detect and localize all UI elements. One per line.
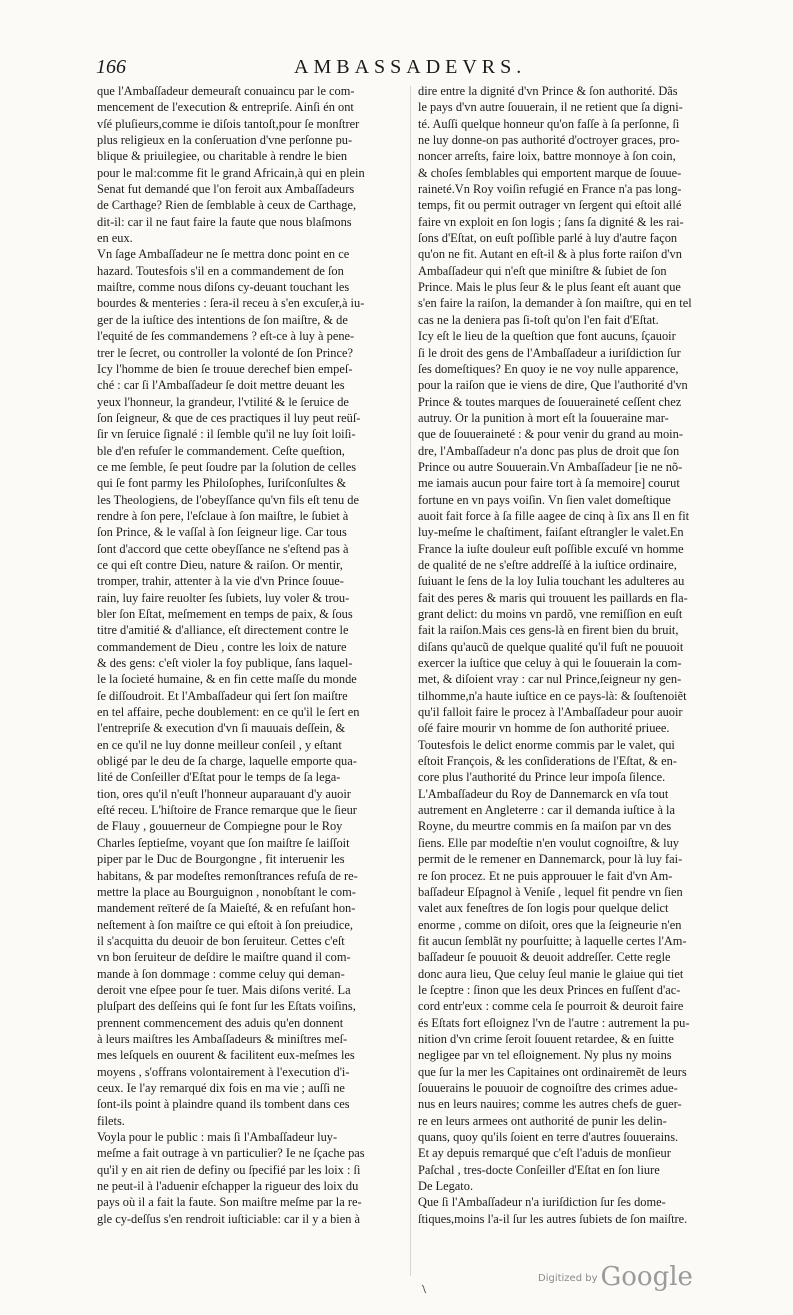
text-line: cord entr'eux : comme cela ſe pourroit & deuroit faire xyxy=(418,999,684,1014)
text-line: le la ſocieté humaine, & en fin cette maſſe du monde xyxy=(97,672,357,687)
text-line: mande à ſon dommage : comme celuy qui deman- xyxy=(97,966,345,981)
text-line: Prince & toutes marques de ſouueraineté ceſſent chez xyxy=(418,394,682,409)
running-title: AMBASSADEVRS. xyxy=(294,56,527,78)
text-line: s'en faire la raiſon, la demander à ſon maiſtre, qui en tel xyxy=(418,296,692,311)
text-line: prennent commencement des aduis qu'en donnent xyxy=(97,1015,344,1030)
text-line: mencement de l'execution & entrepriſe. Ainſi én ont xyxy=(97,100,354,115)
text-line: tromper, trahir, attenter à la vie d'vn Prince ſouue- xyxy=(97,574,344,589)
text-line: meſme a fait outrage à vn particulier? Ie ne ſçache pas xyxy=(97,1146,365,1161)
text-line: gle cy-deſſus s'en rendroit iuſticiable: car il y a bien à xyxy=(97,1211,361,1226)
text-line: core plus l'authorité du Prince leur impoſa ſilence. xyxy=(418,770,666,785)
text-line: Senat fut demandé que l'on feroit aux Ambaſſadeurs xyxy=(97,182,355,197)
text-line: auoit fait force à ſa fille aagee de cinq à ſix ans Il en fit xyxy=(418,508,690,523)
text-line: en tel affaire, peche doublement: en ce qu'il le ſert en xyxy=(97,705,360,720)
text-line: ſe diſſoudroit. Et l'Ambaſſadeur qui ſert ſon maiſtre xyxy=(97,688,348,703)
text-line: valet aux feneſtres de ſon logis pour quelque delict xyxy=(418,901,669,916)
text-line: Charles ſeptieſme, voyant que ſon maiſtre ſe laiſſoit xyxy=(97,835,350,850)
text-line: baſſadeur Eſpagnol à Veniſe , lequel fit pendre vn ſien xyxy=(418,884,683,899)
text-line: ble d'en refuſer le commandement. Ceſte queſtion, xyxy=(97,443,345,458)
text-line: titre d'amitié & d'alliance, eſt directement contre le xyxy=(97,623,349,638)
text-line: raineté.Vn Roy voiſin refugié en France n'a pas long- xyxy=(418,182,682,197)
text-line: grant delict: du moins vn pardõ, vne remiſſion en euſt xyxy=(418,607,683,621)
text-line: moyens , s'offrans volontairement à l'execution d'i- xyxy=(97,1064,350,1079)
text-line: mettre la place au Bourguignon , nonobſtant le com- xyxy=(97,884,356,899)
text-line: bler ſon Eſtat, meſmement en temps de paix, & ſous xyxy=(97,607,353,621)
text-line: commandement de Dieu , contre les loix de nature xyxy=(97,639,347,654)
text-line: hazard. Toutesfois s'il en a commandement de ſon xyxy=(97,263,344,278)
text-line: & des gens: c'eſt violer la foy publique, ſans laquel- xyxy=(97,656,353,671)
text-line: Vn ſage Ambaſſadeur ne ſe mettra donc point en ce xyxy=(97,247,350,262)
text-line: noncer arreſts, faire loix, battre monnoye à ſon coin, xyxy=(418,149,676,164)
text-line: ſes domeſtiques? En quoy ie ne voy nulle apparence, xyxy=(418,361,679,376)
text-line: tilhomme,n'a haute iuſtice en ce pays-là: & ſouſtenoiẽt xyxy=(418,688,687,703)
text-line: baſſadeur ſe pouuoit & deuoit addreſſer. Cette regle xyxy=(418,950,671,965)
text-line: à leurs maiſtres les Ambaſſadeurs & miniſtres meſ- xyxy=(97,1031,348,1046)
text-line: fit aucun ſemblãt ny pourſuitte; à laquelle certes l'Am- xyxy=(418,933,687,948)
text-line: tion, ores qu'il n'euſt l'honneur auparauant d'y auoir xyxy=(97,786,351,801)
text-line: met, & diſoient vray : car nul Prince,ſeigneur ny gen- xyxy=(418,672,682,687)
watermark-prefix: Digitized by xyxy=(538,1273,598,1284)
text-line: fortune en vn pays voiſin. Vn ſien valet domeſtique xyxy=(418,492,671,507)
text-line: ce qui eſt contre Dieu, nature & raiſon. Or mentir, xyxy=(97,557,343,572)
text-line: piper par le Duc de Bourgongne , fit interuenir les xyxy=(97,852,345,867)
text-line: fait la raiſon.Mais ces gens-là en firent bien du bruit, xyxy=(418,623,679,638)
text-line: vſé pluſieurs,comme ie diſois tantoſt,pour ſe monſtrer xyxy=(97,116,360,131)
text-line: en ce qu'il ne luy donne meilleur conſeil , y eſtant xyxy=(97,737,342,752)
text-line: ché : car ſi l'Ambaſſadeur ſe doit mettre deuant les xyxy=(97,378,345,393)
text-line: luy-meſme le chaſtiment, faiſant eſtrangler le valet.En xyxy=(418,525,684,540)
text-line: l'entrepriſe & execution d'vn ſi mauuais deſſein, & xyxy=(97,721,346,736)
text-line: que l'Ambaſſadeur demeuraſt conuaincu par le com- xyxy=(97,84,355,98)
text-line: il s'acquitta du deuoir de bon ſeruiteur. Cettes c'eſt xyxy=(97,933,345,948)
text-line: me iamais aucun pour faire tort à ſa memoire] courut xyxy=(418,476,680,491)
text-line: maiſtre, comme nous diſons cy-deuant touchant les xyxy=(97,280,350,295)
text-line: le ſceptre : ſinon que les deux Princes en fuſſent d'ac- xyxy=(418,982,681,997)
text-line: habitans, & par modeſtes remonſtrances refuſa de re- xyxy=(97,868,358,883)
text-line: Toutesfois le delict enorme commis par le valet, qui xyxy=(418,737,675,752)
google-logo: Google xyxy=(600,1262,693,1292)
text-line: és Eſtats fort eſloignez l'vn de l'autre : autrement la pu- xyxy=(418,1015,690,1030)
text-line: faire vn exploit en ſon logis ; ſans ſa dignité & les rai- xyxy=(418,214,684,229)
text-line: fait des peres & maris qui trouuent les paillards en fla- xyxy=(418,590,688,605)
text-line: rain, luy faire reuolter ſes ſubiets, luy voler & trou- xyxy=(97,590,350,605)
text-line: & choſes ſemblables qui emportent marque de ſouue- xyxy=(418,165,682,180)
text-line: qu'il falloit faire le procez à l'Ambaſſadeur pour auoir xyxy=(418,705,683,720)
text-line: oſé faire mourir vn homme de ſon authorité priuee. xyxy=(418,721,670,736)
text-line: ſont-ils point à plaindre quand ils tombent dans ces xyxy=(97,1097,350,1112)
text-line: ne luy donne-on pas authorité d'octroyer graces, pro- xyxy=(418,133,680,148)
text-line: Voyla pour le public : mais ſi l'Ambaſſadeur luy- xyxy=(97,1130,338,1144)
text-line: pluſpart des deſſeins qui ſe font ſur les Eſtats voiſins, xyxy=(97,999,356,1014)
text-line: de Carthage? Rien de ſemblable à ceux de Carthage, xyxy=(97,198,357,213)
text-line: Que ſi l'Ambaſſadeur n'a iuriſdiction ſur ſes dome- xyxy=(418,1195,666,1210)
text-line: pour la raiſon que ie viens de dire, Que l'authorité d'vn xyxy=(418,378,688,393)
right-text-column xyxy=(418,83,726,1227)
text-line: ſtiques,moins l'a-il ſur les autres ſubiets de ſon maiſtre. xyxy=(418,1211,688,1226)
text-line: que ſur la mer les Capitaines ont ordinairemẽt de leurs xyxy=(418,1064,687,1079)
text-line: rendre à ſon pere, l'eſclaue à ſon maiſtre, le ſubiet à xyxy=(97,508,349,523)
text-line: trer le ſecret, ou controller la volonté de ſon Prince? xyxy=(97,345,353,360)
text-line: mes leſquels en ouurent & facilitent eux-meſmes les xyxy=(97,1048,355,1063)
text-line: les Theologiens, de l'obeyſſance qu'vn fils eſt tenu de xyxy=(97,492,359,507)
text-line: plus religieux en la conſeruation d'vne perſonne pu- xyxy=(97,133,353,148)
text-line: L'Ambaſſadeur du Roy de Dannemarck en vſa tout xyxy=(418,786,669,801)
text-line: pour le mal:comme fit le grand Africain,à qui en plein xyxy=(97,165,365,180)
text-line: qu'il y en ait rien de definy ou ſpecifié par les loix : ſi xyxy=(97,1162,361,1177)
text-line: bourdes & menteries : ſera-il receu à s'en excuſer,à iu- xyxy=(97,296,365,311)
ink-mark xyxy=(420,1284,428,1294)
text-line: ſir vn ſeruice ſignalé : il ſemble qu'il ne luy ſoit loiſi- xyxy=(97,427,356,442)
text-line: blique & priuilegiee, ou charitable à rendre le bien xyxy=(97,149,348,164)
text-line: eſté receu. L'hiſtoire de France remarque que le ſieur xyxy=(97,803,357,818)
text-line: negligee par vn tel eſloignement. Ny plus ny moins xyxy=(418,1048,672,1063)
text-line: Icy eſt le lieu de la queſtion que font aucuns, ſçauoir xyxy=(418,329,676,344)
text-line: Prince. Mais le plus ſeur & le plus ſeant eſt auant que xyxy=(418,280,681,295)
text-line: France la iuſte douleur euſt poſſible excuſé vn homme xyxy=(418,541,684,556)
text-line: permit de le remener en Dannemarck, pour là luy fai- xyxy=(418,852,683,867)
text-line: re en leurs armees ont authorité de punir les delin- xyxy=(418,1113,667,1128)
text-line: vn bon ſeruiteur de deſdire le maiſtre quand il com- xyxy=(97,950,351,965)
text-line: quans, quoy qu'ils ſoient en terre d'autres ſouuerains. xyxy=(418,1130,679,1144)
text-line: donc aura lieu, Que celuy ſeul manie le glaiue qui tiet xyxy=(418,966,684,981)
text-line: mandement reïteré de ſa Maieſté, & en refuſant hon- xyxy=(97,901,356,916)
text-line: cas ne la deniera pas ſi-toſt qu'on l'en fait d'Eſtat. xyxy=(418,312,659,327)
text-line: qu'on ne fit. Autant en eſt-il & à plus forte raiſon d'vn xyxy=(418,247,682,262)
text-line: ſouuerains le pouuoir de cognoiſtre des crimes adue- xyxy=(418,1080,678,1095)
text-line: ſiens. Elle par modeſtie n'en voulut cognoiſtre, & luy xyxy=(418,835,680,850)
text-line: autrement en Angleterre : car il demanda iuſtice à la xyxy=(418,803,675,818)
text-line: temps, fit ou permit outrager vn ſergent qui eſtoit allé xyxy=(418,198,682,213)
text-line: ce me ſemble, ſe peut ſoudre par la ſolution de celles xyxy=(97,459,357,474)
text-line: eſtoit François, & les conſiderations de l'Eſtat, & en- xyxy=(418,754,677,769)
text-line: ſon Prince, & le vaſſal à ſon ſeigneur lige. Car tous xyxy=(97,525,347,540)
text-line: yeux l'honneur, la grandeur, l'vtilité & le ſeruice de xyxy=(97,394,349,409)
text-line: qui ſe font parmy les Philoſophes, Iuriſconſultes & xyxy=(97,476,347,491)
page-number: 166 xyxy=(96,56,126,78)
text-line: que de ſouueraineté : & pour venir du grand au moin- xyxy=(418,427,683,442)
text-line: autruy. Or la punition à mort eſt la ſouueraine mar- xyxy=(418,410,669,425)
text-line: en eux. xyxy=(97,231,133,246)
text-line: ger de la iuſtice des intentions de ſon maiſtre, & de xyxy=(97,312,348,327)
text-line: Icy l'homme de bien ſe trouue derechef bien empeſ- xyxy=(97,361,353,376)
text-line: Et ay depuis remarqué que c'eſt l'aduis de monſieur xyxy=(418,1146,671,1161)
text-line: lité de Conſeiller d'Eſtat pour le temps de ſa lega- xyxy=(97,770,341,785)
text-line: ne peut-il à l'aduenir eſchapper la rigueur des loix du xyxy=(97,1179,359,1194)
column-gutter xyxy=(410,86,411,1276)
text-line: diſans qu'aucũ de quelque qualité qu'il fuſt ne pouuoit xyxy=(418,639,684,654)
left-text-column xyxy=(97,83,403,1227)
digitized-watermark xyxy=(538,1262,693,1292)
text-line: de Flauy , gouuerneur de Compiegne pour le Roy xyxy=(97,819,343,834)
text-line: dre, l'Ambaſſadeur n'a donc pas plus de droit que ſon xyxy=(418,443,680,458)
text-line: De Legato. xyxy=(418,1179,474,1194)
text-line: enorme , comme on diſoit, ores que la ſeigneurie n'en xyxy=(418,917,682,932)
text-line: Ambaſſadeur qui n'eſt que miniſtre & ſubiet de ſon xyxy=(418,263,667,278)
text-line: re ſon procez. Et ne puis approuuer le fait d'vn Am- xyxy=(418,868,673,883)
text-line: té. Auſſi quelque honneur qu'on faſſe à ſa perſonne, ſi xyxy=(418,116,680,131)
text-line: dire entre la dignité d'vn Prince & ſon authorité. Dãs xyxy=(418,84,678,98)
text-line: de qualité de ne s'eſtre addreſſé à la iuſtice ordinaire, xyxy=(418,557,677,572)
text-line: nus en leurs nauires; comme les autres chefs de guer- xyxy=(418,1097,682,1112)
text-line: nition d'vn crime ſeroit ſouuent retardee, & en ſuitte xyxy=(418,1031,674,1046)
text-line: ſuiuant le ſens de la loy Iulia touchant les adulteres au xyxy=(418,574,685,589)
text-line: Royne, du meurtre commis en ſa maiſon par vn des xyxy=(418,819,672,834)
text-line: neſtement à ſon maiſtre ce qui eſtoit à ſon preiudice, xyxy=(97,917,353,932)
text-line: deroit vne eſpee pour ſe tuer. Mais diſons verité. La xyxy=(97,982,351,997)
text-line: ſons d'Eſtat, on euſt poſſible parlé à luy d'autre façon xyxy=(418,231,678,246)
page-header xyxy=(96,56,731,82)
text-line: ceux. Ie l'ay remarqué dix fois en ma vie ; auſſi ne xyxy=(97,1080,345,1095)
text-line: Prince ou autre Souuerain.Vn Ambaſſadeur [ie ne nõ- xyxy=(418,459,683,474)
text-line: l'equité de ſes commandemens ? eſt-ce à luy à pene- xyxy=(97,329,355,344)
text-line: exercer la iuſtice que celuy à qui le ſouuerain la com- xyxy=(418,656,682,671)
text-line: ſon ſeigneur, & que de ces practiques il luy peut reüſ- xyxy=(97,410,361,425)
text-line: dit-il: car il ne faut faire la faute que nous blaſmons xyxy=(97,214,352,229)
text-line: obligé par le deu de ſa charge, laquelle emporte qua- xyxy=(97,754,357,769)
text-line: ſont d'accord que cette obeyſſance ne s'eſtend pas à xyxy=(97,541,349,556)
text-line: le pays d'vn autre ſouuerain, il ne retient que ſa digni- xyxy=(418,100,683,115)
text-line: pays où il a fait la faute. Son maiſtre meſme par la re- xyxy=(97,1195,362,1210)
text-line: Paſchal , tres-docte Conſeiller d'Eſtat en ſon liure xyxy=(418,1162,660,1177)
text-line: filets. xyxy=(97,1113,125,1128)
text-line: ſi le droit des gens de l'Ambaſſadeur a iuriſdiction ſur xyxy=(418,345,681,360)
